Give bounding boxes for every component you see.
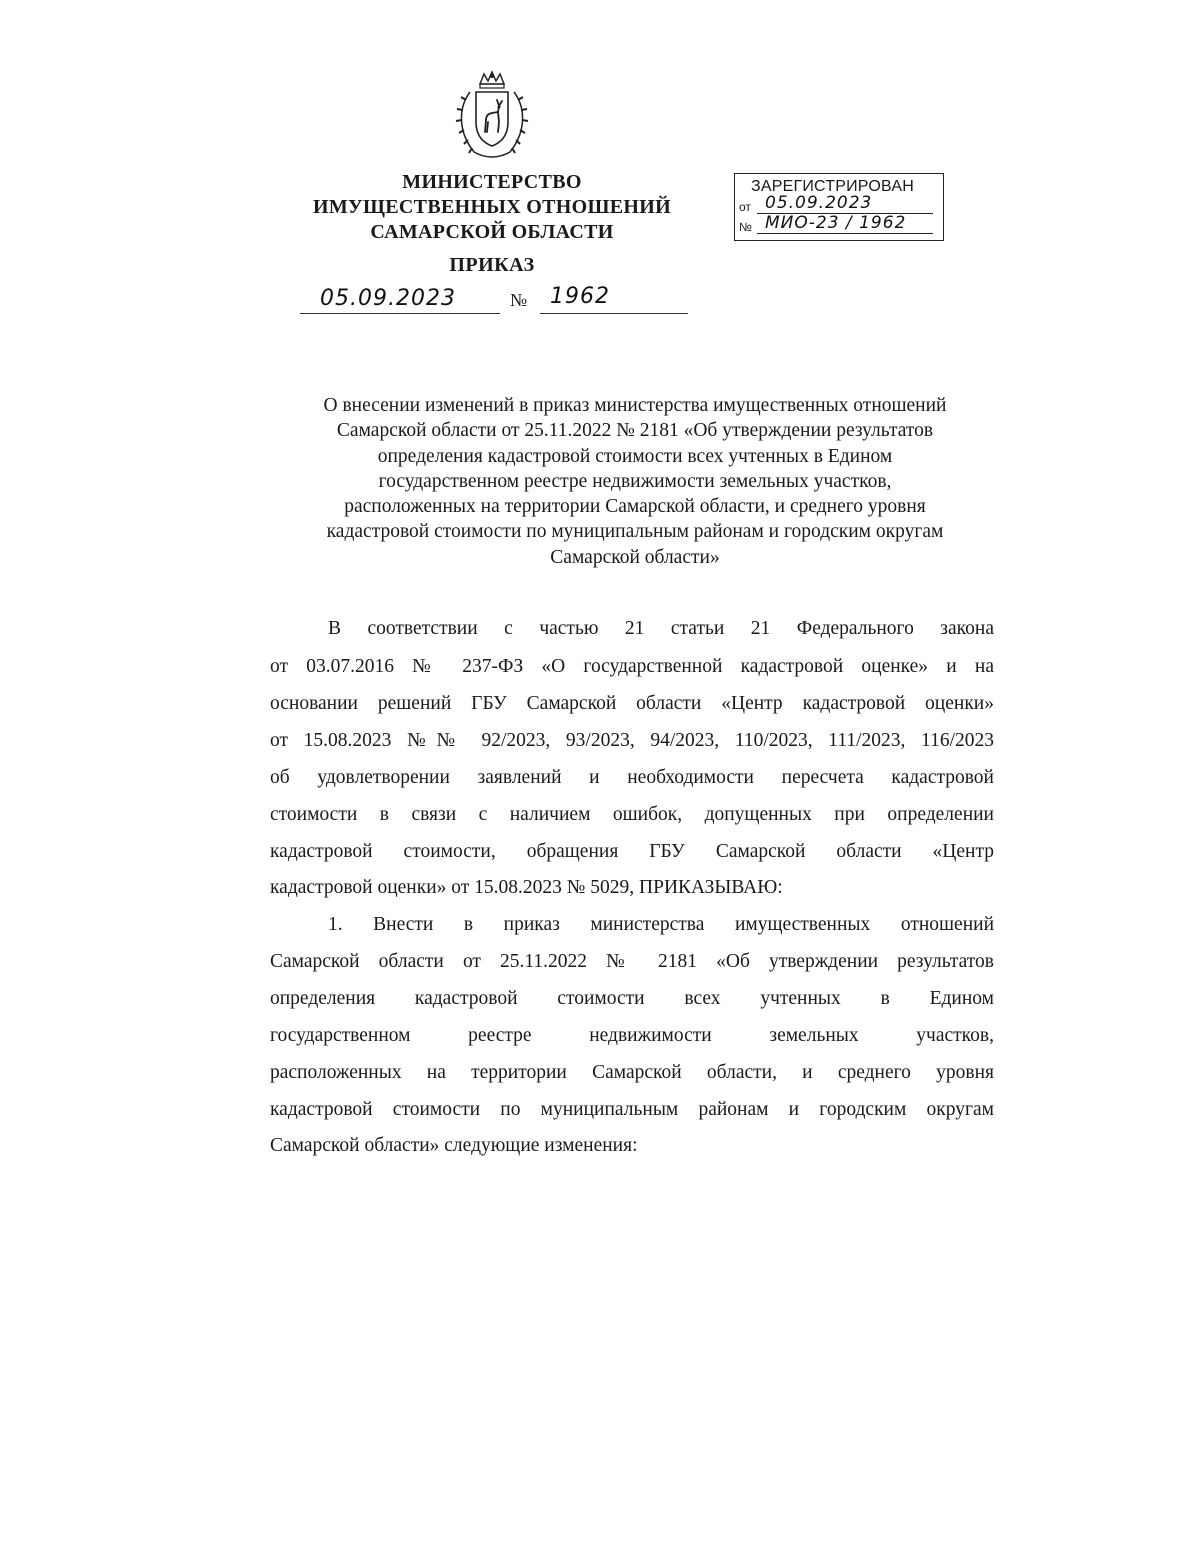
number-underline: [540, 313, 688, 314]
ministry-line: ИМУЩЕСТВЕННЫХ ОТНОШЕНИЙ: [313, 196, 671, 218]
ministry-line: МИНИСТЕРСТВО: [402, 171, 582, 193]
paragraph-line: Самарской области от 25.11.2022 № 2181 «Об утверждении результатов: [270, 951, 994, 972]
order-date-number-line: [300, 282, 690, 316]
paragraph-line: основании решений ГБУ Самарской области «Центр кадастровой оценки»: [270, 693, 994, 714]
subject-line: расположенных на территории Самарской области, и среднего уровня: [344, 496, 926, 518]
ministry-heading: [300, 170, 684, 245]
paragraph-line: государственном реестре недвижимости земельных участков,: [270, 1025, 994, 1046]
paragraph-line: расположенных на территории Самарской области, и среднего уровня: [270, 1062, 994, 1083]
subject-line: О внесении изменений в приказ министерства имущественных отношений: [323, 395, 947, 416]
paragraph-line: Самарской области» следующие изменения:: [270, 1135, 638, 1156]
subject-line: Самарской области»: [550, 546, 720, 568]
number-sign: №: [510, 290, 528, 310]
date-underline: [300, 313, 500, 314]
paragraph-line: стоимости в связи с наличием ошибок, допущенных при определении: [270, 804, 994, 825]
subject-line: определения кадастровой стоимости всех учтенных в Едином: [377, 445, 893, 467]
order-subject: [268, 393, 1002, 570]
coat-of-arms-emblem: [452, 70, 532, 165]
stamp-number-label: №: [739, 220, 752, 234]
paragraph-line: кадастровой оценки» от 15.08.2023 № 5029, ПРИКАЗЫВАЮ:: [270, 877, 783, 898]
paragraph-line: от 15.08.2023 №№ 92/2023, 93/2023, 94/2023, 110/2023, 111/2023, 116/2023: [270, 730, 994, 751]
order-number: 1962: [550, 284, 610, 309]
subject-line: Самарской области от 25.11.2022 № 2181 «Об утверждении результатов: [336, 420, 934, 442]
stamp-date-value: 05.09.2023: [765, 193, 873, 213]
stamp-title: ЗАРЕГИСТРИРОВАН: [751, 178, 914, 195]
order-date: 05.09.2023: [320, 286, 456, 311]
subject-line: государственном реестре недвижимости земельных участков,: [378, 470, 892, 492]
subject-line: кадастровой стоимости по муниципальным районам и городским округам: [326, 521, 944, 543]
document-type-title: ПРИКАЗ: [449, 254, 535, 276]
stamp-number-value: МИО-23 / 1962: [765, 213, 907, 233]
paragraph-line: В соответствии с частью 21 статьи 21 Федерального закона: [328, 618, 994, 639]
ministry-line: САМАРСКОЙ ОБЛАСТИ: [370, 221, 614, 243]
paragraph-line: об удовлетворении заявлений и необходимости пересчета кадастровой: [270, 767, 994, 788]
paragraph-line: кадастровой стоимости, обращения ГБУ Самарской области «Центр: [270, 841, 994, 862]
paragraph-line: от 03.07.2016 № 237-ФЗ «О государственной кадастровой оценке» и на: [270, 656, 994, 677]
registration-stamp: [734, 173, 944, 241]
paragraph-line: 1. Внести в приказ министерства имущественных отношений: [328, 914, 994, 935]
paragraph-line: кадастровой стоимости по муниципальным районам и городским округам: [270, 1099, 994, 1120]
paragraph-line: определения кадастровой стоимости всех учтенных в Едином: [270, 988, 994, 1009]
stamp-date-label: от: [739, 200, 751, 214]
stamp-pen-stroke: [734, 173, 736, 241]
